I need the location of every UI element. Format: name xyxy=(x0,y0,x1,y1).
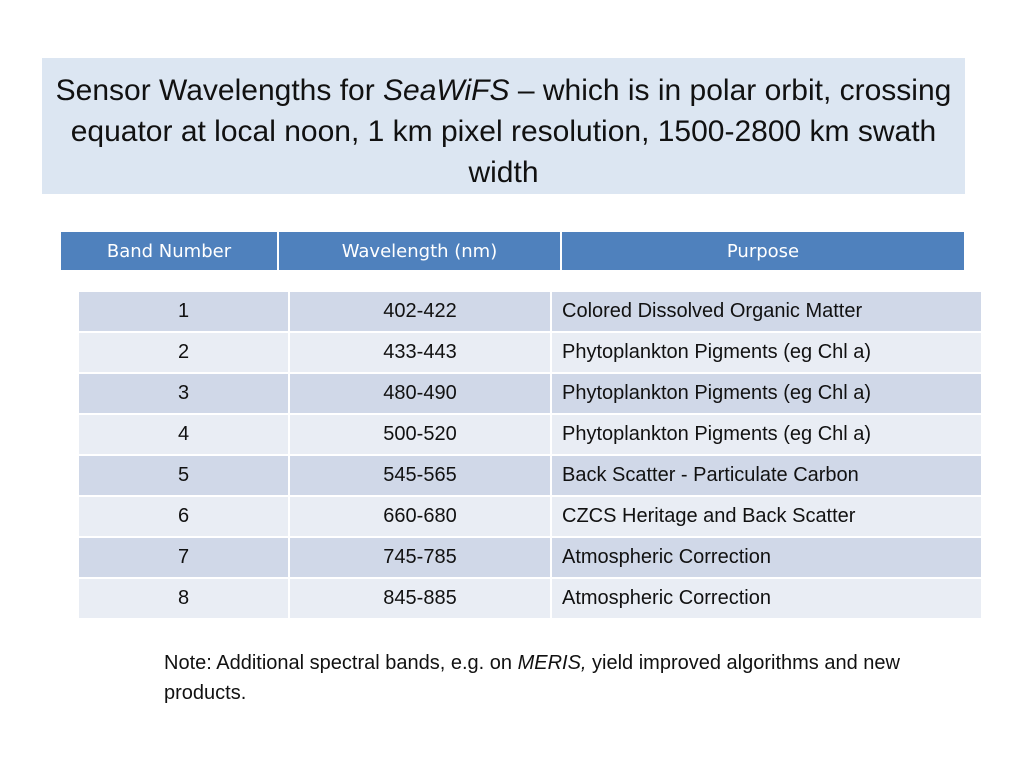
table-row xyxy=(78,496,982,537)
title-box xyxy=(42,58,965,194)
band-cell: 6 xyxy=(78,496,289,537)
header-band-number: Band Number xyxy=(61,232,278,270)
band-cell: 5 xyxy=(78,455,289,496)
table-row xyxy=(78,291,982,332)
wavelength-cell: 545-565 xyxy=(289,455,551,496)
header-purpose: Purpose xyxy=(561,232,964,270)
band-table-header xyxy=(61,232,964,270)
wavelength-cell: 845-885 xyxy=(289,578,551,619)
band-cell: 7 xyxy=(78,537,289,578)
purpose-cell: Phytoplankton Pigments (eg Chl a) xyxy=(551,373,982,414)
purpose-cell: Colored Dissolved Organic Matter xyxy=(551,291,982,332)
title-text-part2: – which is in polar orbit, crossing equator at local noon, 1 km pixel resolution, 1500-2800 km swath width xyxy=(70,74,952,189)
wavelength-cell: 480-490 xyxy=(289,373,551,414)
wavelength-cell: 402-422 xyxy=(289,291,551,332)
band-cell: 3 xyxy=(78,373,289,414)
purpose-cell: Back Scatter - Particulate Carbon xyxy=(551,455,982,496)
band-cell: 4 xyxy=(78,414,289,455)
purpose-cell: Phytoplankton Pigments (eg Chl a) xyxy=(551,414,982,455)
wavelength-cell: 500-520 xyxy=(289,414,551,455)
table-row xyxy=(78,537,982,578)
title-text-part1: Sensor Wavelengths for xyxy=(55,74,384,107)
purpose-cell: CZCS Heritage and Back Scatter xyxy=(551,496,982,537)
table-row xyxy=(78,455,982,496)
table-row xyxy=(78,332,982,373)
table-row xyxy=(78,373,982,414)
band-cell: 2 xyxy=(78,332,289,373)
note-text-part2: yield improved algorithms and new products. xyxy=(164,652,900,704)
band-cell: 8 xyxy=(78,578,289,619)
header-wavelength: Wavelength (nm) xyxy=(278,232,561,270)
purpose-cell: Atmospheric Correction xyxy=(551,578,982,619)
table-row xyxy=(78,578,982,619)
title-sensor-name: SeaWiFS xyxy=(383,74,510,107)
purpose-cell: Atmospheric Correction xyxy=(551,537,982,578)
note-text-part1: Note: Additional spectral bands, e.g. on xyxy=(164,652,518,674)
table-row xyxy=(78,414,982,455)
note-sensor-name: MERIS, xyxy=(517,652,587,674)
band-cell: 1 xyxy=(78,291,289,332)
purpose-cell: Phytoplankton Pigments (eg Chl a) xyxy=(551,332,982,373)
wavelength-cell: 660-680 xyxy=(289,496,551,537)
wavelength-cell: 745-785 xyxy=(289,537,551,578)
footnote xyxy=(164,648,904,708)
header-row xyxy=(61,232,964,270)
band-table xyxy=(77,290,983,620)
wavelength-cell: 433-443 xyxy=(289,332,551,373)
